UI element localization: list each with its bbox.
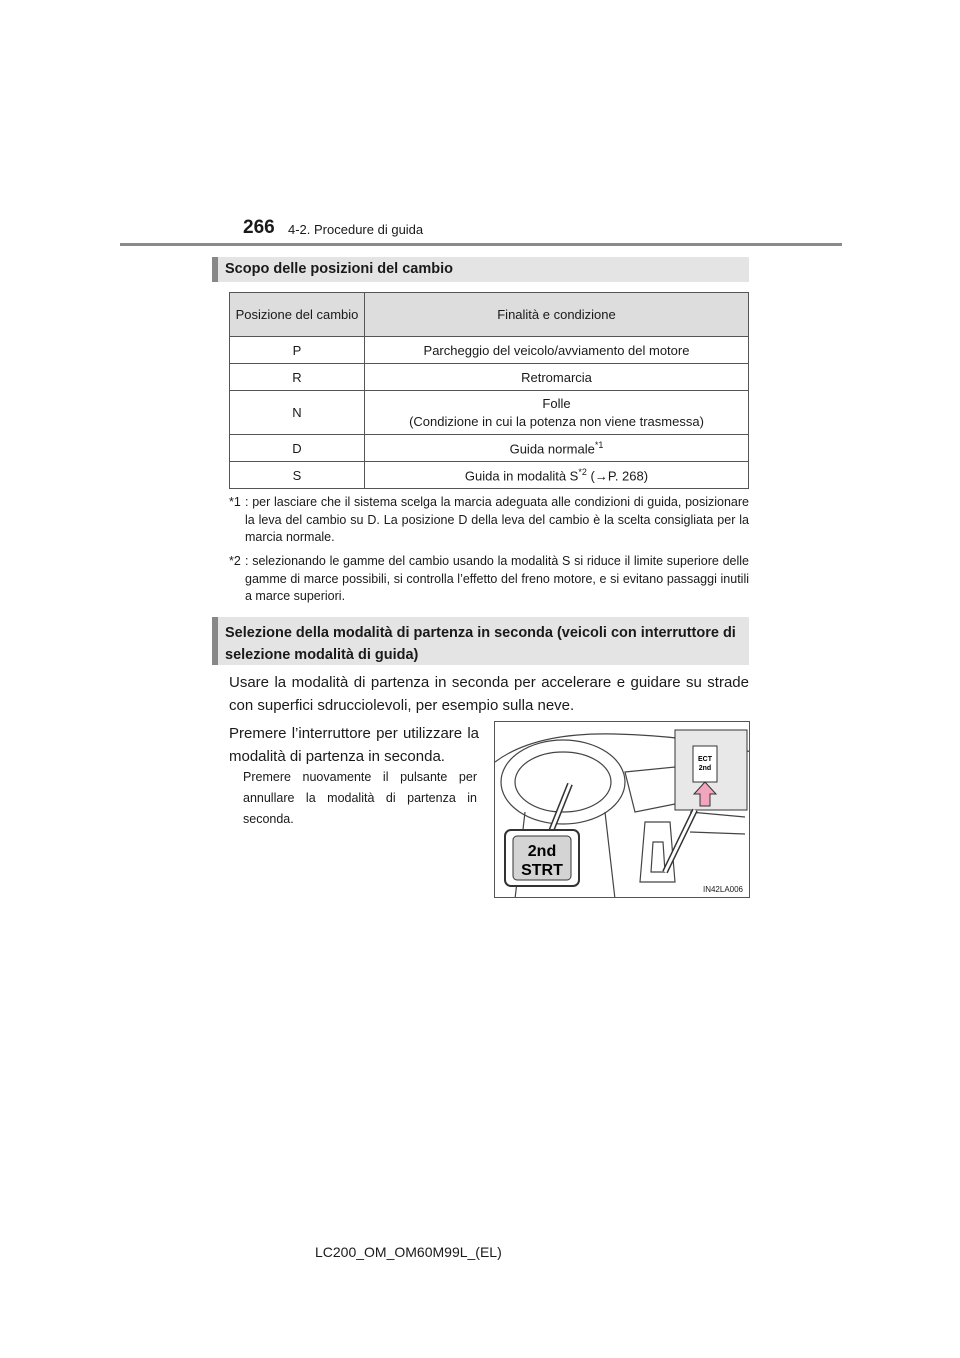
footnote-ref: *2 <box>578 466 587 477</box>
table-cell-position: R <box>230 364 365 391</box>
purpose-text: Guida normale <box>509 441 595 457</box>
heading-accent <box>212 617 218 665</box>
section-heading-text: Scopo delle posizioni del cambio <box>225 261 454 277</box>
footnote-2 <box>229 553 749 606</box>
table-cell-purpose-line2: (Condizione in cui la potenza non viene trasmessa) <box>409 413 704 429</box>
table-cell-purpose: Parcheggio del veicolo/avviamento del motore <box>365 337 749 364</box>
body-note: Premere nuovamente il pulsante per annullare la modalità di partenza in seconda. <box>243 770 477 826</box>
section-heading-second-start <box>212 617 749 665</box>
table-row <box>230 364 749 391</box>
table-row <box>230 462 749 489</box>
table-cell-position: S <box>230 462 365 489</box>
table-row <box>230 435 749 462</box>
body-paragraph: Usare la modalità di partenza in seconda per accelerare e guidare su strade con superfici sdrucciolevoli, per esempio sulla neve. <box>229 674 749 714</box>
switch-label-top: ECT <box>698 756 712 763</box>
footnote-mark: *1 <box>229 495 241 509</box>
section-breadcrumb: 4-2. Procedure di guida <box>288 222 424 237</box>
figure-code: IN42LA006 <box>702 885 743 894</box>
page-reference: (→P. 268) <box>590 468 649 484</box>
page-number: 266 <box>243 217 275 238</box>
dashboard-drawing <box>495 722 750 898</box>
table-cell-purpose <box>365 435 749 462</box>
table-cell-purpose <box>365 391 749 435</box>
table-cell-position: D <box>230 435 365 462</box>
table-cell-position: N <box>230 391 365 435</box>
table-header-purpose: Finalità e condizione <box>365 293 749 337</box>
switch-label-bottom: 2nd <box>698 765 712 772</box>
heading-accent <box>212 257 218 282</box>
document-code: LC200_OM_OM60M99L_(EL) <box>315 1244 502 1260</box>
footnote-1 <box>229 494 749 547</box>
table-cell-position: P <box>230 337 365 364</box>
purpose-text: Guida in modalità S <box>464 468 579 484</box>
section-heading-text: Selezione della modalità di partenza in seconda (veicoli con interruttore di selezione modalità di guida) <box>225 625 736 663</box>
callout-label-bottom: STRT <box>521 862 563 879</box>
table-row <box>230 337 749 364</box>
footnote-text: : per lasciare che il sistema scelga la marcia adeguata alle condizioni di guida, posizionare la leva del cambio su D. La posizione D della leva del cambio è la scelta consigliata per la marcia normale. <box>245 495 749 544</box>
dashboard-illustration <box>494 721 750 898</box>
footnote-text: : selezionando le gamme del cambio usando la modalità S si riduce il limite superiore delle gamme di marce possibili, si controlla l’effetto del freno motore, e si evitano passaggi inutili a marce superiori. <box>245 554 749 603</box>
table-cell-purpose: Retromarcia <box>365 364 749 391</box>
header-divider <box>120 243 842 246</box>
table-cell-purpose-line1: Folle <box>542 395 571 411</box>
footnote-ref: *1 <box>594 439 604 450</box>
callout-label-top: 2nd <box>527 843 557 860</box>
shift-positions-table <box>229 292 749 489</box>
footnote-mark: *2 <box>229 554 241 568</box>
body-paragraph: Premere l’interruttore per utilizzare la modalità di partenza in seconda. <box>229 725 479 765</box>
table-cell-purpose <box>365 462 749 489</box>
table-row <box>230 391 749 435</box>
table-header-position: Posizione del cambio <box>230 293 365 337</box>
section-heading-shift-positions <box>212 257 749 282</box>
